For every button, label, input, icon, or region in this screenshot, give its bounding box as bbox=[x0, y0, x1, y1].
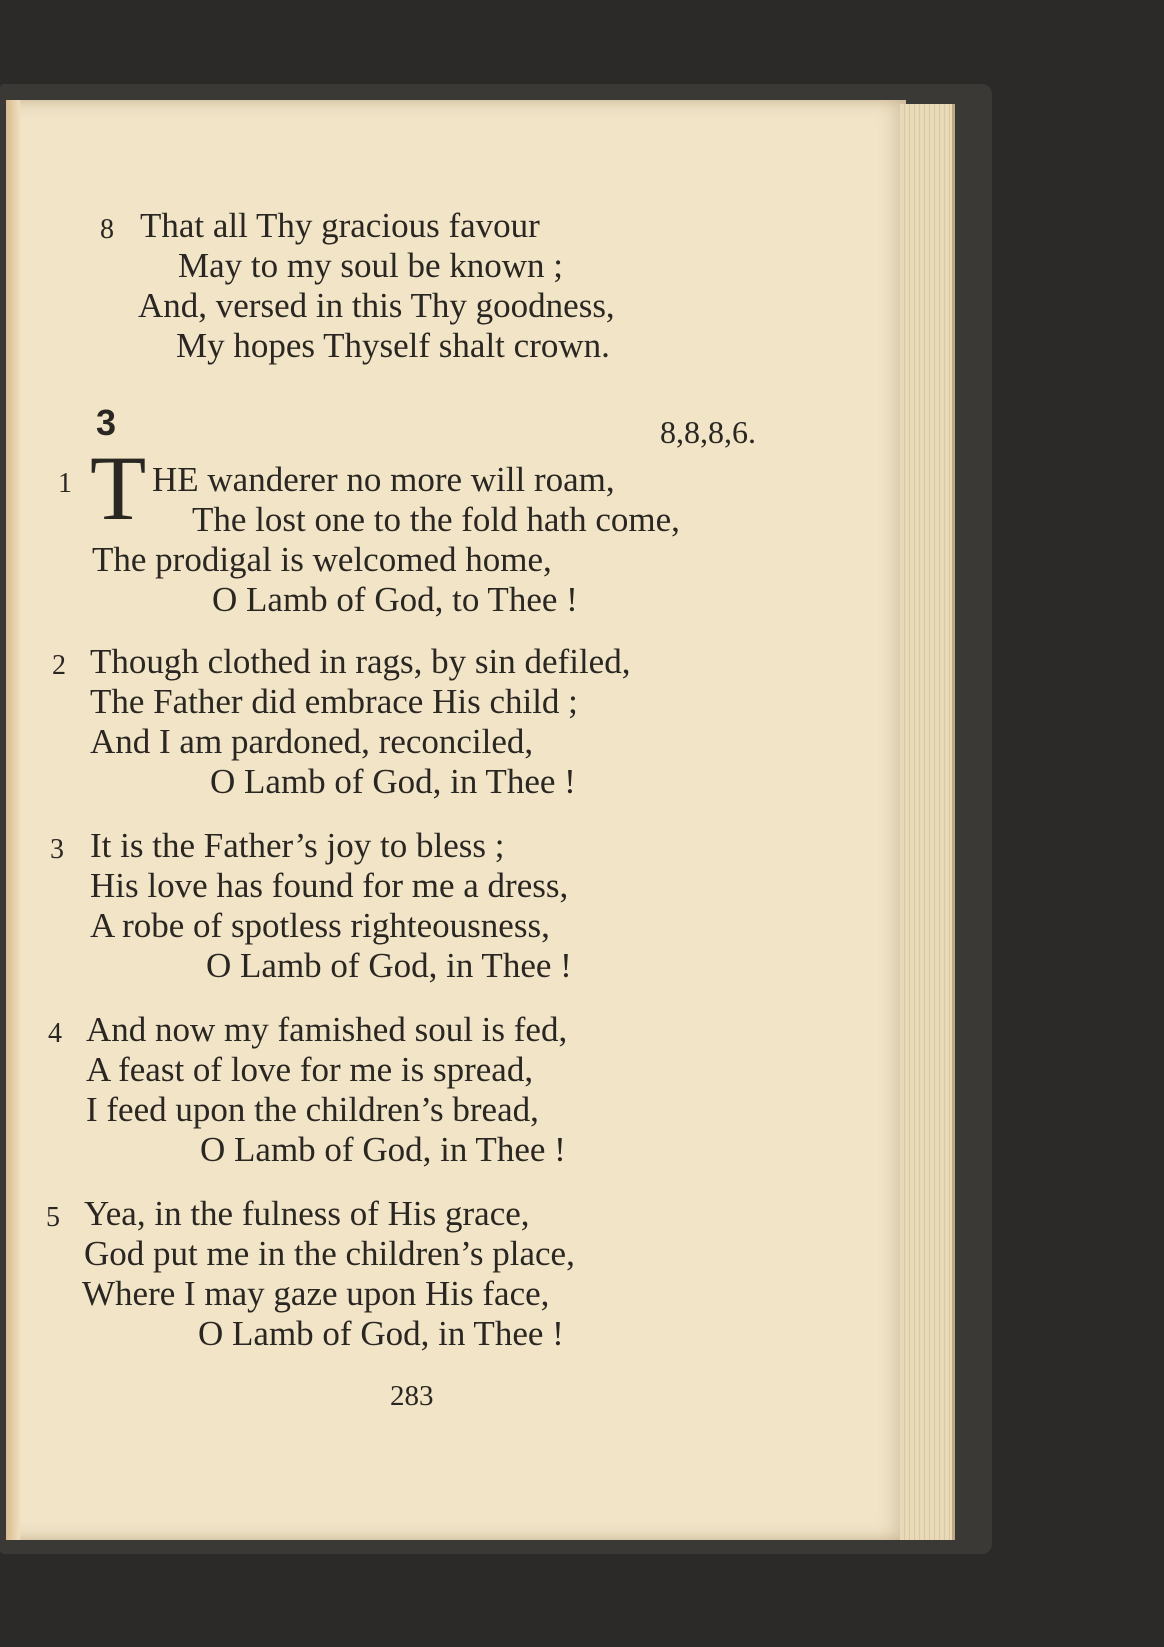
page-number: 283 bbox=[390, 1380, 434, 1412]
verse-number: 1 bbox=[58, 468, 72, 499]
verse-8 bbox=[100, 206, 615, 366]
verse-number: 5 bbox=[46, 1202, 60, 1233]
verse-line: God put me in the children’s place, bbox=[84, 1234, 575, 1273]
verse-3 bbox=[50, 826, 572, 986]
verse-line: And now my famished soul is fed, bbox=[86, 1010, 568, 1049]
verse-line: My hopes Thyself shalt crown. bbox=[176, 326, 610, 365]
verse-5 bbox=[46, 1194, 575, 1354]
verse-number: 3 bbox=[50, 834, 64, 865]
verse-line: And, versed in this Thy goodness, bbox=[138, 286, 615, 325]
verse-line: O Lamb of God, in Thee ! bbox=[210, 762, 576, 801]
verse-number: 8 bbox=[100, 214, 114, 245]
drop-cap: T bbox=[90, 437, 147, 539]
verse-line: The prodigal is welcomed home, bbox=[92, 540, 552, 579]
verse-line: May to my soul be known ; bbox=[178, 246, 563, 285]
verse-line: His love has found for me a dress, bbox=[90, 866, 569, 905]
verse-line: O Lamb of God, in Thee ! bbox=[206, 946, 572, 985]
page-gutter bbox=[6, 100, 20, 1540]
verse-number: 2 bbox=[52, 650, 66, 681]
hymn-number: 3 bbox=[96, 402, 117, 443]
verse-line: I feed upon the children’s bread, bbox=[86, 1090, 539, 1129]
hymn-meter: 8,8,8,6. bbox=[660, 414, 756, 450]
verse-line: O Lamb of God, in Thee ! bbox=[198, 1314, 564, 1353]
verse-line: A robe of spotless righteousness, bbox=[90, 906, 550, 945]
verse-1 bbox=[58, 460, 680, 620]
verse-line: HE wanderer no more will roam, bbox=[152, 460, 615, 499]
verse-line: O Lamb of God, to Thee ! bbox=[212, 580, 578, 619]
verse-number: 4 bbox=[48, 1018, 62, 1049]
verse-4 bbox=[48, 1010, 567, 1170]
verse-line: Where I may gaze upon His face, bbox=[82, 1274, 550, 1313]
verse-line: It is the Father’s joy to bless ; bbox=[90, 826, 505, 865]
verse-2 bbox=[52, 642, 630, 802]
verse-line: O Lamb of God, in Thee ! bbox=[200, 1130, 566, 1169]
page-edges bbox=[900, 104, 955, 1540]
verse-line: The Father did embrace His child ; bbox=[90, 682, 578, 721]
verse-line: A feast of love for me is spread, bbox=[86, 1050, 534, 1089]
verse-line: That all Thy gracious favour bbox=[140, 206, 540, 245]
verse-line: Yea, in the fulness of His grace, bbox=[84, 1194, 530, 1233]
verse-line: And I am pardoned, reconciled, bbox=[90, 722, 534, 761]
verse-line: Though clothed in rags, by sin defiled, bbox=[90, 642, 631, 681]
verse-line: The lost one to the fold hath come, bbox=[192, 500, 680, 539]
